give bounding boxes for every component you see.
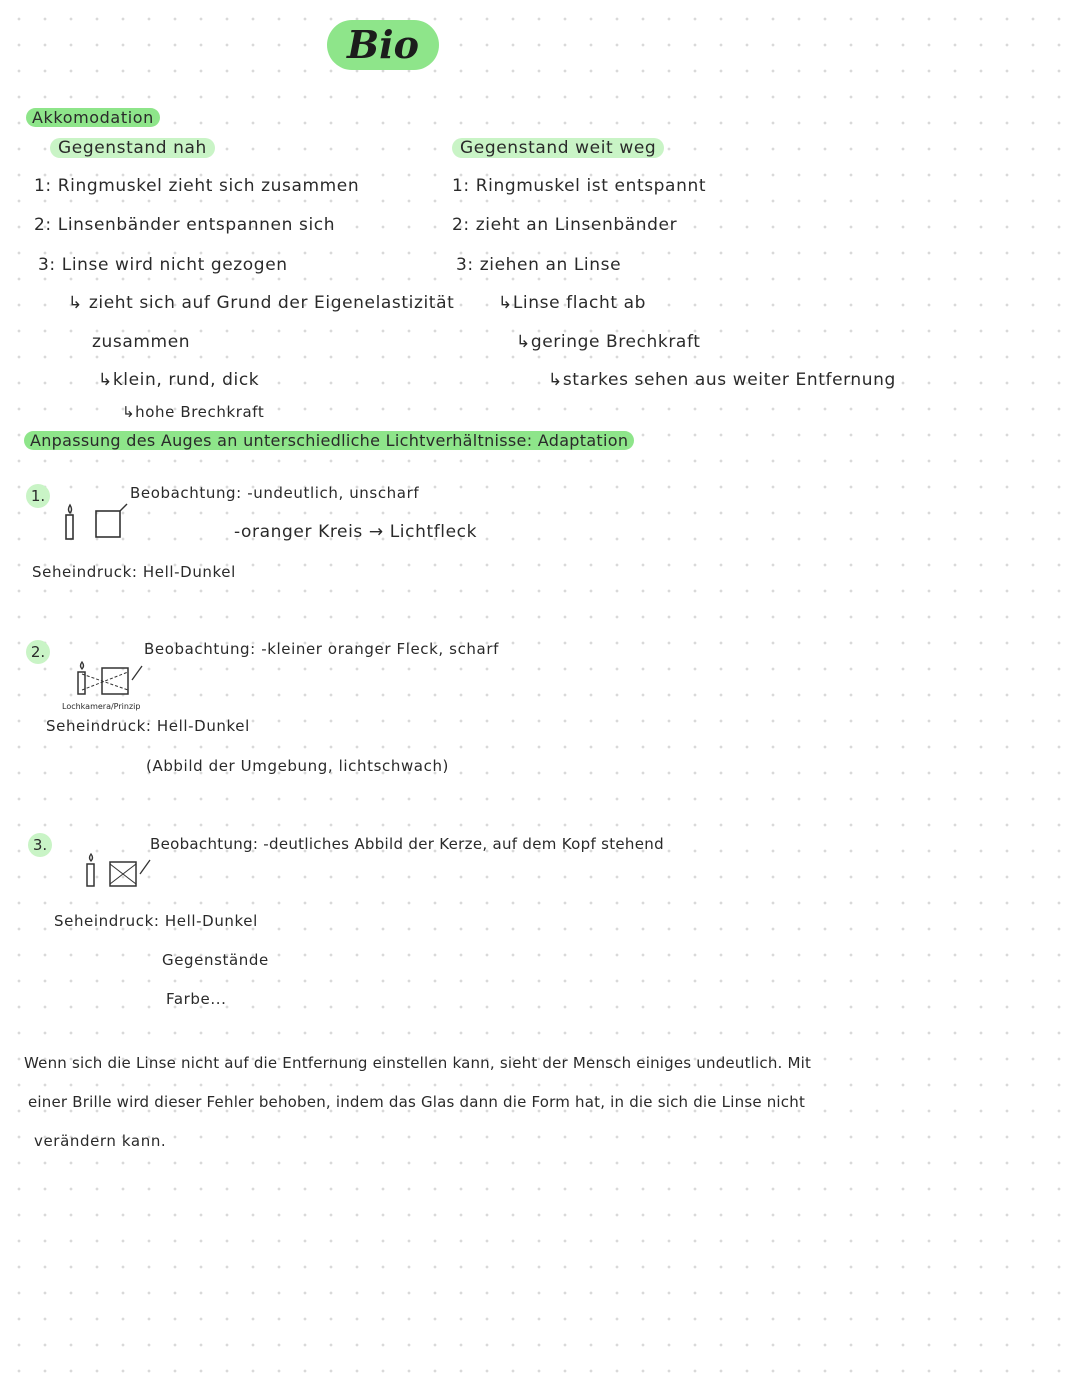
near-line-4: ↳ zieht sich auf Grund der Eigenelastizität [68, 293, 455, 313]
experiment-2-number: 2. [26, 640, 50, 664]
candle-box-diagram-1 [60, 503, 130, 543]
conclusion-line-3: verändern kann. [34, 1132, 167, 1150]
far-line-6: ↳starkes sehen aus weiter Entfernung [548, 370, 896, 390]
section-heading-akkommodation: Akkomodation [26, 108, 160, 127]
section-heading-adaptation: Anpassung des Auges an unterschiedliche Lichtverhältnisse: Adaptation [24, 431, 634, 450]
candle-box-diagram-3 [84, 852, 160, 892]
far-line-2: 2: zieht an Linsenbänder [452, 215, 678, 235]
near-line-5: zusammen [92, 332, 191, 352]
far-line-1: 1: Ringmuskel ist entspannt [452, 176, 707, 196]
experiment-3-number: 3. [28, 833, 52, 857]
far-line-4: ↳Linse flacht ab [498, 293, 647, 313]
experiment-1-observation: Beobachtung: -undeutlich, unscharf [130, 484, 420, 502]
far-line-3: 3: ziehen an Linse [456, 255, 622, 275]
experiment-1-number: 1. [26, 484, 50, 508]
experiment-3-extra-1: Gegenstände [162, 951, 269, 969]
candle-box-diagram-2 [74, 660, 150, 700]
near-line-6: ↳klein, rund, dick [98, 370, 260, 390]
conclusion-line-1: Wenn sich die Linse nicht auf die Entfernung einstellen kann, sieht der Mensch einiges undeutlich. Mit [24, 1054, 812, 1072]
experiment-3-extra-2: Farbe... [166, 990, 227, 1008]
near-heading: Gegenstand nah [50, 138, 215, 158]
experiment-1-impression: Seheindruck: Hell-Dunkel [32, 563, 236, 581]
near-line-2: 2: Linsenbänder entspannen sich [34, 215, 336, 235]
experiment-2-label: Lochkamera/Prinzip [62, 702, 141, 711]
page-title: Bio [327, 20, 439, 70]
far-line-5: ↳geringe Brechkraft [516, 332, 701, 352]
experiment-2-note: (Abbild der Umgebung, lichtschwach) [146, 757, 450, 775]
far-heading: Gegenstand weit weg [452, 138, 664, 158]
experiment-2-impression: Seheindruck: Hell-Dunkel [46, 717, 250, 735]
near-line-7: ↳hohe Brechkraft [122, 403, 265, 421]
experiment-1-observation-2: -oranger Kreis → Lichtfleck [234, 522, 478, 542]
experiment-2-observation: Beobachtung: -kleiner oranger Fleck, scharf [144, 640, 499, 658]
near-line-3: 3: Linse wird nicht gezogen [38, 255, 288, 275]
near-line-1: 1: Ringmuskel zieht sich zusammen [34, 176, 360, 196]
conclusion-line-2: einer Brille wird dieser Fehler behoben, indem das Glas dann die Form hat, in die sich die Linse nicht [28, 1093, 806, 1111]
experiment-3-observation: Beobachtung: -deutliches Abbild der Kerze, auf dem Kopf stehend [150, 835, 664, 853]
experiment-3-impression: Seheindruck: Hell-Dunkel [54, 912, 258, 930]
